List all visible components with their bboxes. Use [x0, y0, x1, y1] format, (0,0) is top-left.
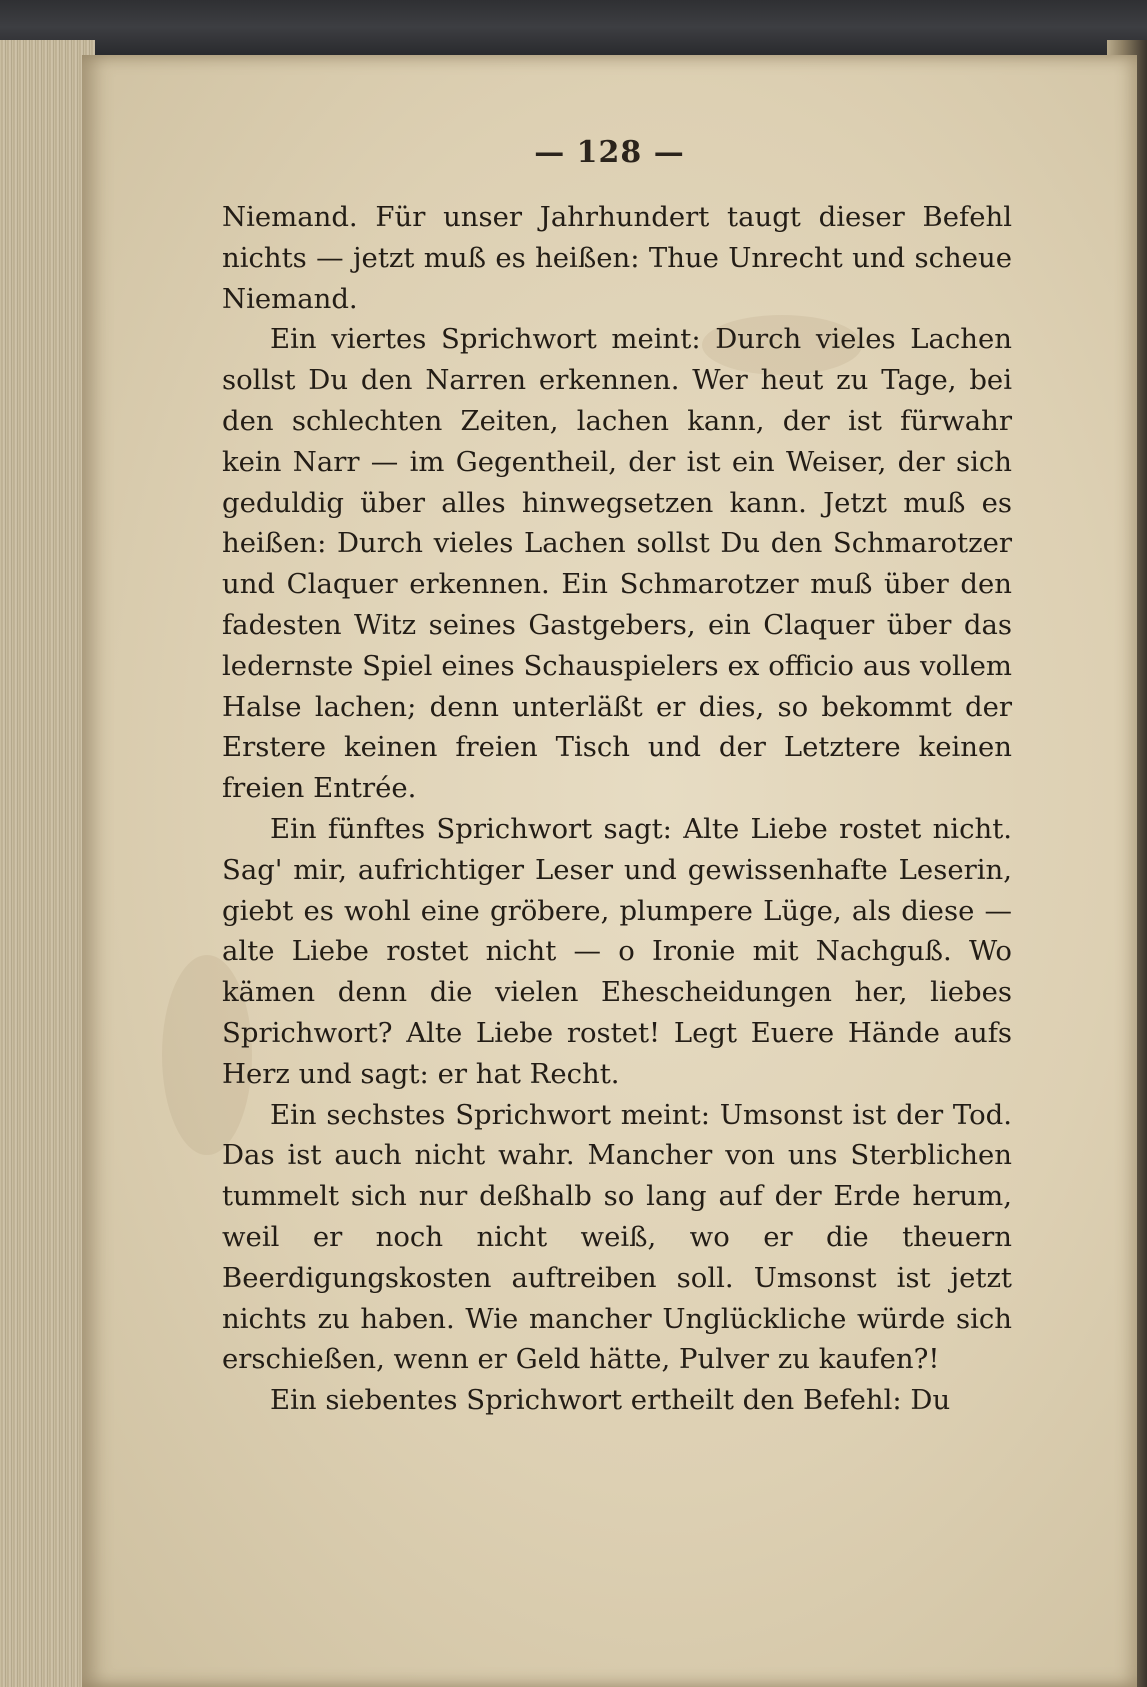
book-page [82, 55, 1137, 1687]
paragraph: Ein sechstes Sprichwort meint: Umsonst ist der Tod. Das ist auch nicht wahr. Mancher von uns Sterblichen tummelt sich nur deßhalb so lang auf der Erde herum, weil er noch nicht weiß, wo er die theuern Beerdigungskosten auftreiben soll. Umsonst ist jetzt nichts zu haben. Wie mancher Unglückliche würde sich erschießen, wenn er Geld hätte, Pulver zu kaufen?! [222, 1098, 1012, 1376]
page-stack-left [0, 40, 95, 1687]
page-body-text [222, 197, 1012, 1421]
page-number: — 128 — [534, 135, 685, 170]
paragraph: Ein viertes Sprichwort meint: Durch vieles Lachen sollst Du den Narren erkennen. Wer heut zu Tage, bei den schlechten Zeiten, lachen kann, der ist fürwahr kein Narr — im Gegentheil, der ist ein Weiser, der sich geduldig über alles hinwegsetzen kann. Jetzt muß es heißen: Durch vieles Lachen sollst Du den Schmarotzer und Claquer erkennen. Ein Schmarotzer muß über den fadesten Witz seines Gastgebers, ein Claquer über das ledernste Spiel eines Schauspielers ex officio aus vollem Halse lachen; denn unterläßt er dies, so bekommt der Erstere keinen freien Tisch und der Letztere keinen freien Entrée. [222, 323, 1012, 805]
paragraph: Ein fünftes Sprichwort sagt: Alte Liebe rostet nicht. Sag' mir, aufrichtiger Leser und gewissenhafte Leserin, giebt es wohl eine gröbere, plumpere Lüge, als diese — alte Liebe rostet nicht — o Ironie mit Nachguß. Wo kämen denn die vielen Ehescheidungen her, liebes Sprichwort? Alte Liebe rostet! Legt Euere Hände aufs Herz und sagt: er hat Recht. [222, 812, 1012, 1090]
paragraph: Ein siebentes Sprichwort ertheilt den Befehl: Du [270, 1384, 951, 1417]
paragraph: Niemand. Für unser Jahrhundert taugt dieser Befehl nichts — jetzt muß es heißen: Thue Unrecht und scheue Niemand. [222, 201, 1012, 315]
book-cover-edge [0, 0, 1147, 60]
